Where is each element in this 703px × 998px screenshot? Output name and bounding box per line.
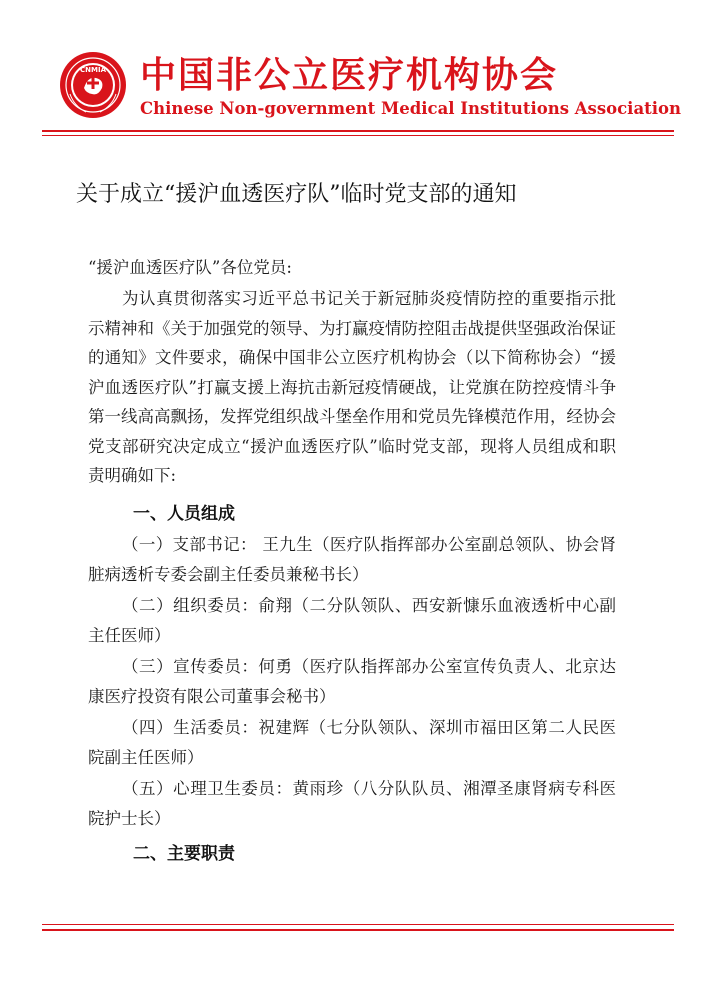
logo-text: CNMIA bbox=[80, 66, 106, 74]
member-item: （一）支部书记： 王九生（医疗队指挥部办公室副总领队、协会肾脏病透析专委会副主任委员兼秘书长） bbox=[88, 535, 616, 584]
org-name-english: Chinese Non-government Medical Institutions Association bbox=[140, 99, 682, 118]
member-item: （二）组织委员：俞翔（二分队领队、西安新慷乐血液透析中心副主任医师） bbox=[88, 596, 616, 645]
association-logo bbox=[58, 50, 128, 120]
document-title: 关于成立“援沪血透医疗队”临时党支部的通知 bbox=[76, 182, 517, 207]
org-name-chinese: 中国非公立医疗机构协会 bbox=[140, 55, 559, 96]
section-heading-duties: 二、主要职责 bbox=[133, 844, 235, 864]
member-item: （三）宣传委员：何勇（医疗队指挥部办公室宣传负责人、北京达康医疗投资有限公司董事会秘书） bbox=[88, 657, 616, 706]
salutation: “援沪血透医疗队”各位党员: bbox=[88, 258, 292, 277]
member-item: （五）心理卫生委员：黄雨珍（八分队队员、湘潭圣康肾病专科医院护士长） bbox=[88, 779, 616, 828]
header-rule-thin bbox=[42, 135, 674, 136]
header-rule-thick bbox=[42, 130, 674, 132]
footer-rule-thin bbox=[42, 924, 674, 925]
member-item: （四）生活委员：祝建辉（七分队领队、深圳市福田区第二人民医院副主任医师） bbox=[88, 718, 616, 767]
logo-emblem-icon bbox=[58, 50, 128, 120]
section-heading-personnel: 一、人员组成 bbox=[133, 504, 235, 524]
intro-paragraph: 为认真贯彻落实习近平总书记关于新冠肺炎疫情防控的重要指示批示精神和《关于加强党的领导、为打赢疫情防控阻击战提供坚强政治保证的通知》文件要求，确保中国非公立医疗机构协会（以下简称协会）“援沪血透医疗队”打赢支援上海抗击新冠疫情硬战，让党旗在防控疫情斗争第一线高高飘扬，发挥党组织战斗堡垒作用和党员先锋模范作用，经协会党支部研究决定成立“援沪血透医疗队”临时党支部，现将人员组成和职责明确如下: bbox=[88, 289, 616, 485]
footer-rule-thick bbox=[42, 929, 674, 931]
